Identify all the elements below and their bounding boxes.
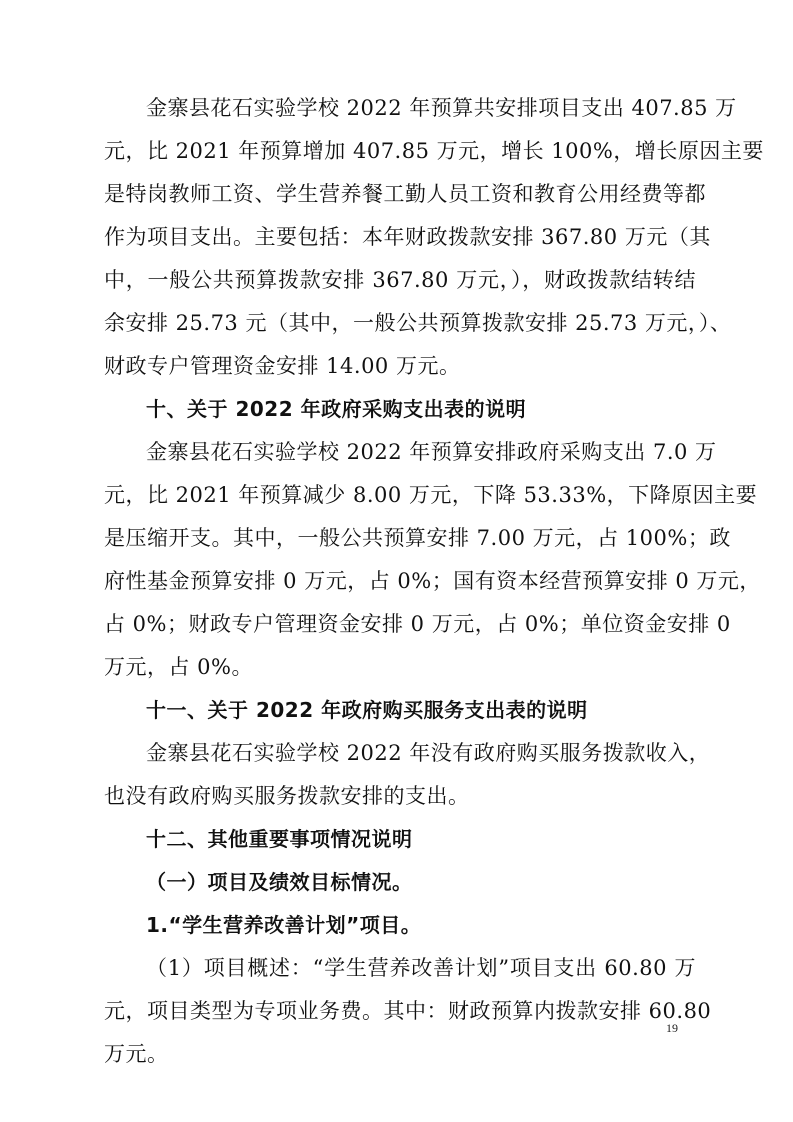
paragraph-line: 作为项目支出。主要包括：本年财政拨款安排 367.80 万元（其 <box>104 225 711 249</box>
paragraph-line: 中，一般公共预算拨款安排 367.80 万元，），财政拨款结转结 <box>104 268 696 292</box>
paragraph-line: 金寨县花石实验学校 2022 年没有政府购买服务拨款收入， <box>146 741 711 765</box>
paragraph-line: 余安排 25.73 元（其中，一般公共预算拨款安排 25.73 万元，）、 <box>104 311 732 335</box>
subsection-heading: （一）项目及绩效目标情况。 <box>146 870 413 894</box>
section-heading: 十一、关于 2022 年政府购买服务支出表的说明 <box>146 698 588 722</box>
paragraph-line: 金寨县花石实验学校 2022 年预算共安排项目支出 407.85 万 <box>146 96 737 120</box>
paragraph-line: 是特岗教师工资、学生营养餐工勤人员工资和教育公用经费等都 <box>104 182 706 206</box>
paragraph-line: 万元。 <box>104 1042 169 1066</box>
paragraph-line: 万元，占 0%。 <box>104 655 253 679</box>
paragraph-line: 府性基金预算安排 0 万元，占 0%；国有资本经营预算安排 0 万元， <box>104 569 761 593</box>
paragraph-line: 也没有政府购买服务拨款安排的支出。 <box>104 784 470 808</box>
paragraph-line: 元，比 2021 年预算减少 8.00 万元，下降 53.33%，下降原因主要 <box>104 483 758 507</box>
paragraph-line: 是压缩开支。其中，一般公共预算安排 7.00 万元，占 100%；政 <box>104 526 731 550</box>
section-heading: 十、关于 2022 年政府采购支出表的说明 <box>146 397 527 421</box>
paragraph-line: 金寨县花石实验学校 2022 年预算安排政府采购支出 7.0 万 <box>146 440 717 464</box>
section-heading: 十二、其他重要事项情况说明 <box>146 827 413 851</box>
paragraph-line: 元，项目类型为专项业务费。其中：财政预算内拨款安排 60.80 <box>104 999 712 1023</box>
item-heading: 1.“学生营养改善计划”项目。 <box>146 913 422 937</box>
paragraph-line: 占 0%；财政专户管理资金安排 0 万元，占 0%；单位资金安排 0 <box>104 612 731 636</box>
page-number: 19 <box>666 1021 678 1035</box>
paragraph-line: 元，比 2021 年预算增加 407.85 万元，增长 100%，增长原因主要 <box>104 139 764 163</box>
paragraph-line: 财政专户管理资金安排 14.00 万元。 <box>104 354 461 378</box>
paragraph-line: （1）项目概述：“学生营养改善计划”项目支出 60.80 万 <box>146 956 696 980</box>
